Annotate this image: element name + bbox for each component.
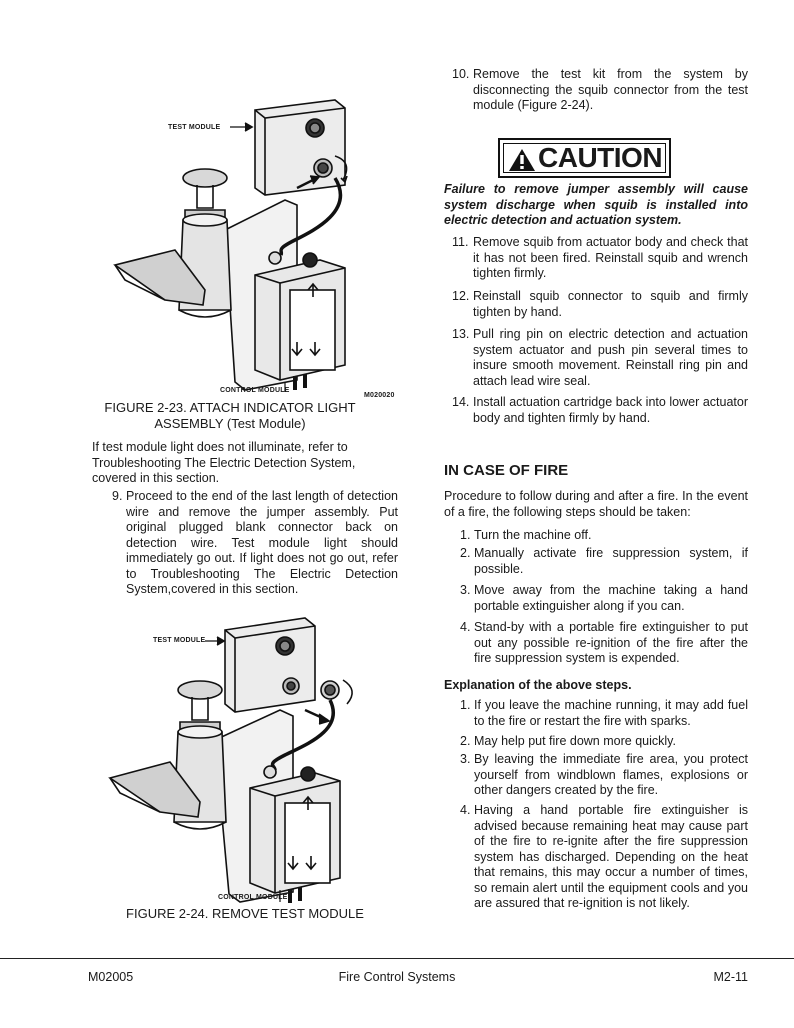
explanation-step-2-number: 2. — [460, 734, 471, 748]
step-14-number: 14. — [452, 395, 470, 409]
fire-step-2-number: 2. — [460, 546, 471, 560]
footer-divider — [0, 958, 794, 959]
step-11 — [452, 235, 748, 282]
explanation-step-3 — [460, 752, 748, 799]
explanation-step-4-text: Having a hand portable fire extinguisher is advised because remaining heat may cause part of the fire to re-ignite after the fire suppression system has discharged. Depending on the heat that remains, this may occur a number of times, so remain alert until the equipment cools and you are assured that re-ignition is not likely. — [474, 803, 748, 910]
footer-page-number: M2-11 — [713, 970, 748, 984]
explanation-step-2 — [460, 734, 748, 750]
step-10-number: 10. — [452, 67, 470, 81]
fire-step-1 — [460, 528, 748, 544]
footer-title: Fire Control Systems — [338, 970, 456, 984]
fire-step-3 — [460, 583, 748, 614]
explanation-step-2-text: May help put fire down more quickly. — [474, 734, 676, 748]
figure-2-23-caption-line2: ASSEMBLY (Test Module) — [154, 416, 306, 431]
step-11-text: Remove squib from actuator body and check that it has not been fired. Reinstall squib and wrench tighten firmly. — [473, 235, 748, 280]
fire-step-4 — [460, 620, 748, 667]
explanation-step-1-number: 1. — [460, 698, 471, 712]
step-12 — [452, 289, 748, 320]
explanation-heading: Explanation of the above steps. — [444, 678, 632, 692]
figure-2-23-illustration — [105, 90, 405, 400]
figure-2-24-illustration — [105, 610, 395, 910]
step-9-number: 9. — [112, 489, 123, 503]
footer-document-number: M02005 — [88, 970, 134, 984]
explanation-step-4 — [460, 803, 748, 912]
caution-box — [498, 138, 671, 178]
explanation-step-4-number: 4. — [460, 803, 471, 817]
fire-intro-paragraph: Procedure to follow during and after a fire. In the event of a fire, the following steps should be taken: — [444, 489, 748, 519]
figure-2-23-part-number: M020020 — [364, 392, 395, 399]
step-14 — [452, 395, 748, 426]
step-13-text: Pull ring pin on electric detection and actuation system actuator and push pin several times to insure smooth movement. Reinstall ring pin and attach lead wire seal. — [473, 327, 748, 388]
fire-step-2 — [460, 546, 748, 577]
in-case-of-fire-heading: IN CASE OF FIRE — [444, 462, 569, 479]
caution-warning-text: Failure to remove jumper assembly will cause system discharge when squib is installed into electric detection and actuation system. — [444, 182, 748, 227]
step-14-text: Install actuation cartridge back into lower actuator body and tighten firmly by hand. — [473, 395, 748, 425]
step-9 — [112, 489, 398, 598]
fire-step-1-text: Turn the machine off. — [474, 528, 592, 542]
step-13-number: 13. — [452, 327, 470, 341]
step-10 — [452, 67, 748, 114]
figure-2-23-test-module-callout: TEST MODULE — [168, 124, 221, 131]
step-12-text: Reinstall squib connector to squib and firmly tighten by hand. — [473, 289, 748, 319]
explanation-step-3-number: 3. — [460, 752, 471, 766]
step-9-text: Proceed to the end of the last length of detection wire and remove the jumper assembly. Put original plugged blank connector back on detection wire. Test module light should immediately go out. If light does not go out, refer to Troubleshooting The Electric Detection System,covered in this section. — [126, 489, 398, 596]
step-13 — [452, 327, 748, 389]
fire-step-1-number: 1. — [460, 528, 471, 542]
figure-2-23-caption — [90, 400, 370, 432]
figure-2-24-caption: FIGURE 2-24. REMOVE TEST MODULE — [126, 906, 364, 921]
explanation-step-1 — [460, 698, 748, 729]
figure-2-24-control-module-callout: CONTROL MODULE — [218, 894, 288, 901]
test-module-light-paragraph: If test module light does not illuminate, refer to Troubleshooting The Electric Detection System, covered in this section. — [92, 440, 356, 485]
figure-2-23-caption-line1: FIGURE 2-23. ATTACH INDICATOR LIGHT — [104, 400, 356, 415]
step-11-number: 11. — [452, 235, 469, 249]
fire-step-4-number: 4. — [460, 620, 471, 634]
step-10-text: Remove the test kit from the system by disconnecting the squib connector from the test module (Figure 2-24). — [473, 67, 748, 112]
warning-triangle-icon — [508, 148, 536, 172]
figure-2-24-test-module-callout: TEST MODULE — [153, 637, 206, 644]
explanation-step-3-text: By leaving the immediate fire area, you protect yourself from windblown flames, explosions or other dangers created by the fire. — [474, 752, 748, 797]
explanation-step-1-text: If you leave the machine running, it may add fuel to the fire or restart the fire with sparks. — [474, 698, 748, 728]
step-12-number: 12. — [452, 289, 470, 303]
caution-word: CAUTION — [538, 142, 663, 173]
figure-2-23-control-module-callout: CONTROL MODULE — [220, 387, 290, 394]
fire-step-4-text: Stand-by with a portable fire extinguisher to put out any possible re-ignition of the fire after the fire suppression system is expended. — [474, 620, 748, 665]
fire-step-2-text: Manually activate fire suppression system, if possible. — [474, 546, 748, 576]
fire-step-3-number: 3. — [460, 583, 471, 597]
fire-step-3-text: Move away from the machine taking a hand portable extinguisher along if you can. — [474, 583, 748, 613]
